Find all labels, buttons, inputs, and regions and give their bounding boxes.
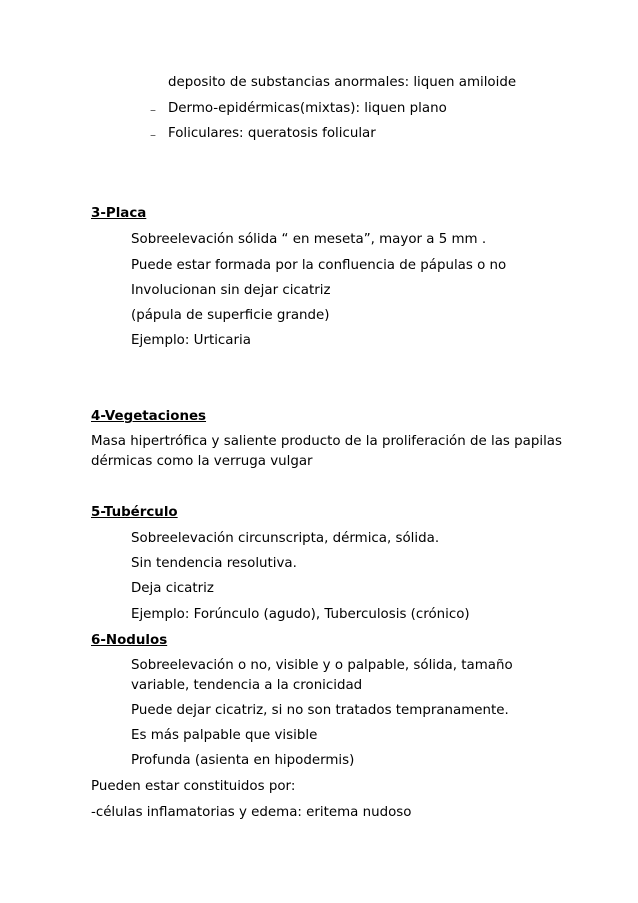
section-heading-nodulos: 6-Nodulos	[91, 633, 168, 648]
nodulos-celulas: -células inflamatorias y edema: eritema nudoso	[91, 805, 412, 820]
placa-line: Sobreelevación sólida “ en meseta”, mayor a 5 mm .	[131, 232, 487, 247]
list-item: Foliculares: queratosis folicular	[168, 126, 376, 141]
section-heading-vegetaciones: 4-Vegetaciones	[91, 409, 207, 424]
dash-bullet: –	[150, 128, 156, 142]
nodulos-line: variable, tendencia a la cronicidad	[131, 678, 363, 693]
section-heading-placa: 3-Placa	[91, 206, 147, 221]
nodulos-line: Sobreelevación o no, visible y o palpable, sólida, tamaño	[131, 658, 513, 673]
nodulos-line: Profunda (asienta en hipodermis)	[131, 753, 355, 768]
placa-line: Puede estar formada por la confluencia de pápulas o no	[131, 258, 507, 273]
placa-line: Involucionan sin dejar cicatriz	[131, 283, 331, 298]
tuberculo-line: Ejemplo: Forúnculo (agudo), Tuberculosis (crónico)	[131, 607, 470, 622]
tuberculo-line: Sobreelevación circunscripta, dérmica, sólida.	[131, 531, 440, 546]
section-heading-tuberculo: 5-Tubérculo	[91, 505, 178, 520]
list-item: Dermo-epidérmicas(mixtas): liquen plano	[168, 101, 447, 116]
vegetaciones-paragraph-line: Masa hipertrófica y saliente producto de la proliferación de las papilas	[91, 434, 562, 449]
tuberculo-line: Sin tendencia resolutiva.	[131, 556, 297, 571]
nodulos-line: Es más palpable que visible	[131, 728, 318, 743]
dash-bullet: –	[150, 103, 156, 117]
vegetaciones-paragraph-line: dérmicas como la verruga vulgar	[91, 454, 313, 469]
nodulos-constituidos: Pueden estar constituidos por:	[91, 779, 296, 794]
nodulos-line: Puede dejar cicatriz, si no son tratados tempranamente.	[131, 703, 509, 718]
tuberculo-line: Deja cicatriz	[131, 581, 214, 596]
placa-line: (pápula de superficie grande)	[131, 308, 330, 323]
placa-line: Ejemplo: Urticaria	[131, 333, 251, 348]
list-continuation: deposito de substancias anormales: liquen amiloide	[168, 75, 517, 90]
